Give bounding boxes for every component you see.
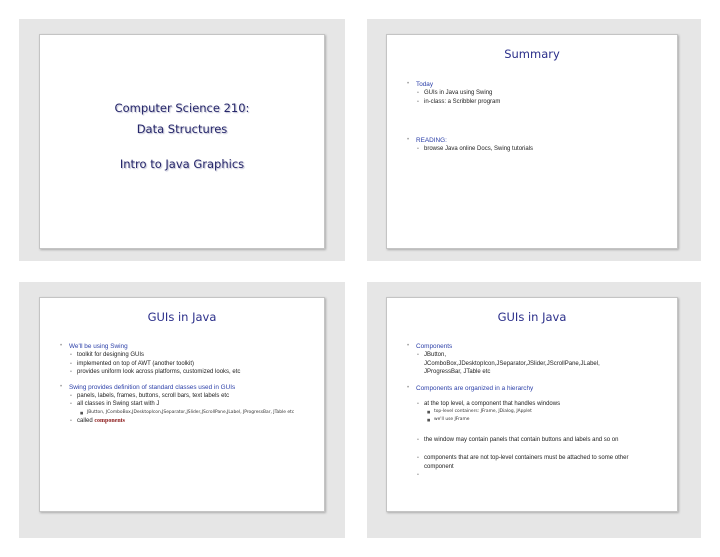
course-title: Computer Science 210: xyxy=(114,101,250,115)
bullet-item: • Today xyxy=(407,80,663,89)
slide-cell-2 xyxy=(367,19,701,261)
sub-bullet-item: • components that are not top-level containers must be attached to some other component xyxy=(407,454,663,471)
bullet-item: • READING: xyxy=(407,136,663,145)
sub-bullet-item: • browse Java online Docs, Swing tutorials xyxy=(407,145,663,154)
sub-bullet-item: • panels, labels, frames, buttons, scroll bars, text labels etc xyxy=(60,392,310,401)
sub-bullet-item: • toolkit for designing GUIs xyxy=(60,351,310,360)
sub-sub-bullet-item: ■ we'll use JFrame xyxy=(407,416,663,424)
bullet-list xyxy=(407,342,663,479)
bullet-item: • Components xyxy=(407,342,663,351)
sub-bullet-item: • the window may contain panels that contain buttons and labels and so on xyxy=(407,436,663,445)
sub-bullet-item: • provides uniform look across platforms, customized looks, etc xyxy=(60,368,310,377)
slide-cell-1 xyxy=(19,19,345,261)
called-prefix: called xyxy=(77,417,95,424)
sub-sub-bullet-item: ■ JButton, JComboBox,JDesktopIcon,JSeparator,JSlider,JScrollPane,JLabel, JProgressBar, JTable etc xyxy=(60,409,310,417)
slide-2 xyxy=(386,34,678,249)
sub-bullet-item: • at the top level, a component that handles windows xyxy=(407,400,663,409)
slide-title: GUIs in Java xyxy=(147,310,217,324)
sub-bullet-item: • implemented on top of AWT (another toolkit) xyxy=(60,360,310,369)
sub-bullet-item xyxy=(60,417,310,426)
sub-bullet-item: • JButton, JComboBox,JDesktopIcon,JSeparator,JSlider,JScrollPane,JLabel, JProgressBar, JTable etc xyxy=(407,351,663,377)
slide-4 xyxy=(386,297,678,512)
slide-3 xyxy=(39,297,325,512)
sub-bullet-item: • in-class: a Scribbler program xyxy=(407,98,663,107)
bullet-item: • We'll be using Swing xyxy=(60,342,310,351)
lecture-title: Intro to Java Graphics xyxy=(119,157,245,171)
slide-1 xyxy=(39,34,325,249)
slide-title: GUIs in Java xyxy=(497,310,567,324)
bullet-list xyxy=(60,342,310,426)
course-subtitle: Data Structures xyxy=(136,122,228,136)
title-block xyxy=(40,98,324,175)
bullet-item: • Swing provides definition of standard classes used in GUIs xyxy=(60,383,310,392)
sub-bullet-item: • all classes in Swing start with J xyxy=(60,400,310,409)
components-emphasis: components xyxy=(94,417,126,424)
sub-bullet-item xyxy=(407,471,663,479)
slide-cell-3 xyxy=(19,282,345,538)
slide-cell-4 xyxy=(367,282,701,538)
bullet-item: • Components are organized in a hierarchy xyxy=(407,384,663,393)
sub-sub-bullet-item: ■ top-level containers: JFrame, JDialog, JApplet xyxy=(407,408,663,416)
slide-title: Summary xyxy=(504,47,560,61)
bullet-list xyxy=(407,80,663,154)
sub-bullet-item: • GUIs in Java using Swing xyxy=(407,89,663,98)
